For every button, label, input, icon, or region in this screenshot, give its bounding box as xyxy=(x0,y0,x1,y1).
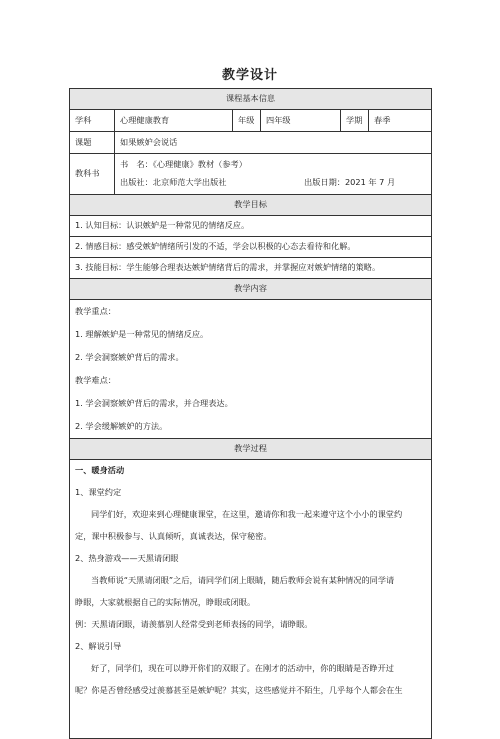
difficulty-item: 2. 学会缓解嫉妒的方法。 xyxy=(75,420,168,431)
difficulty-item: 1. 学会洞察嫉妒背后的需求，并合理表达。 xyxy=(75,397,233,408)
paragraph-line: 睁眼，大家就根据自己的实际情况，睁眼或闭眼。 xyxy=(75,597,256,608)
paragraph-line: 当教师说“天黑请闭眼”之后，请同学们闭上眼睛，随后教师会说有某种情况的同学请 xyxy=(91,575,395,586)
content-body xyxy=(70,300,432,439)
term-label: 学期 xyxy=(341,110,369,132)
paragraph-line: 例：天黑请闭眼，请羡慕别人经常受到老师表扬的同学，请睁眼。 xyxy=(75,619,313,630)
goal-item: 3. 技能目标：学生能够合理表达嫉妒情绪背后的需求，并掌握应对嫉妒情绪的策略。 xyxy=(70,258,432,279)
step-title: 2、热身游戏——天黑请闭眼 xyxy=(75,553,179,564)
lesson-plan-table xyxy=(69,88,432,739)
paragraph-line: 好了，同学们，现在可以睁开你们的双眼了。在刚才的活动中，你的眼睛是否睁开过 xyxy=(91,663,394,674)
topic-label: 课题 xyxy=(70,132,115,154)
book-publisher-line xyxy=(120,174,426,192)
step-title: 2、解说引导 xyxy=(75,641,122,652)
grade-label: 年级 xyxy=(233,110,261,132)
paragraph-line: 定，课中积极参与、认真倾听，真诚表达，保守秘密。 xyxy=(75,531,272,542)
book-publisher: 出版社：北京师范大学出版社 xyxy=(120,177,227,188)
key-point-item: 1. 理解嫉妒是一种常见的情绪反应。 xyxy=(75,328,209,339)
subject-label: 学科 xyxy=(70,110,115,132)
topic-value: 如果嫉妒会说话 xyxy=(115,132,432,154)
paragraph-line: 呢？你是否曾经感受过羡慕甚至是嫉妒呢？其实，这些感觉并不陌生，几乎每个人都会在生 xyxy=(75,685,403,696)
difficulty-label: 教学难点： xyxy=(75,374,116,385)
process-body xyxy=(70,460,432,739)
subject-value: 心理健康教育 xyxy=(115,110,233,132)
content-header: 教学内容 xyxy=(70,279,432,300)
warmup-heading: 一、暖身活动 xyxy=(75,465,125,476)
term-value: 春季 xyxy=(369,110,432,132)
key-point-item: 2. 学会洞察嫉妒背后的需求。 xyxy=(75,351,184,362)
goal-item: 1. 认知目标：认识嫉妒是一种常见的情绪反应。 xyxy=(70,216,432,237)
process-header: 教学过程 xyxy=(70,439,432,460)
grade-value: 四年级 xyxy=(261,110,341,132)
goal-item: 2. 情感目标：感受嫉妒情绪所引发的不适，学会以积极的心态去看待和化解。 xyxy=(70,237,432,258)
book-pub-date: 出版日期：2021 年 7 月 xyxy=(304,177,396,188)
book-info xyxy=(115,154,432,195)
step-title: 1、课堂约定 xyxy=(75,487,122,498)
book-label: 教科书 xyxy=(70,154,115,195)
basic-info-header: 课程基本信息 xyxy=(70,89,432,110)
key-points-label: 教学重点： xyxy=(75,305,116,316)
page-title: 教学设计 xyxy=(221,68,278,83)
paragraph-line: 同学们好，欢迎来到心理健康课堂，在这里，邀请你和我一起来遵守这个小小的课堂约 xyxy=(91,509,403,520)
book-name: 书 名：《心理健康》教材（参考） xyxy=(120,159,247,170)
goals-header: 教学目标 xyxy=(70,195,432,216)
